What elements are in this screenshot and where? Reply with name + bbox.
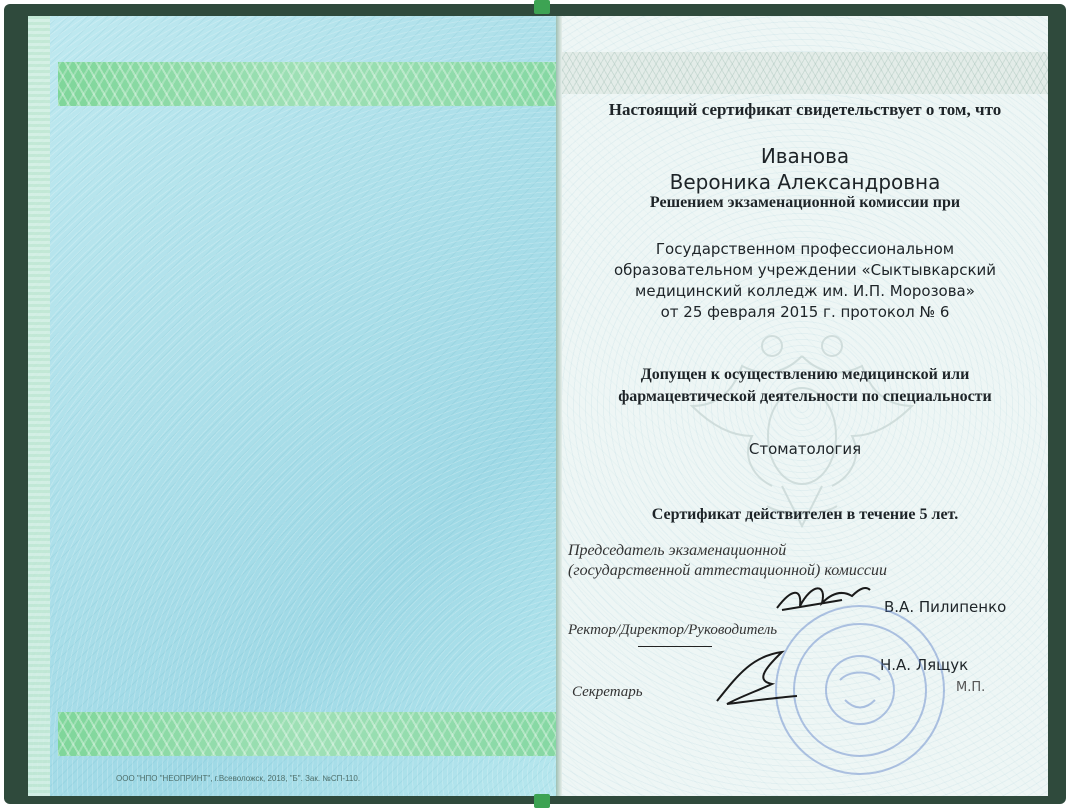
holder-name-patronymic: Вероника Александровна (669, 170, 941, 194)
left-page-edge-pattern (28, 16, 50, 796)
bookmark-ribbon-bottom (534, 794, 550, 808)
holder-surname: Иванова (760, 144, 850, 168)
validity-statement: Сертификат действителен в течение 5 лет. (651, 506, 959, 523)
printer-imprint: ООО "НПО "НЕОПРИНТ", г.Всеволожск, 2018, "Б". Зак. №СП-110. (116, 774, 361, 783)
bookmark-ribbon-top (534, 0, 550, 14)
secretary-name: Н.А. Лящук (880, 656, 969, 674)
secretary-label: Секретарь (572, 684, 643, 700)
protocol-line: от 25 февраля 2015 г. протокол № 6 (660, 303, 950, 321)
secretary-signature (712, 646, 802, 708)
admission-line-1: Допущен к осуществлению медицинской или (640, 366, 970, 383)
chairman-signature (772, 578, 872, 618)
chairman-label-line-1: Председатель экзаменационной (568, 542, 787, 559)
institution-line-1: Государственном профессиональном (655, 240, 955, 258)
chairman-label-line-2: (государственной аттестационной) комиссии (568, 562, 888, 579)
director-label: Ректор/Директор/Руководитель (568, 622, 778, 638)
certificate-intro: Настоящий сертификат свидетельствует о том, что (608, 100, 1002, 119)
institution-line-2: образовательном учреждении «Сыктывкарский (613, 261, 997, 279)
decision-line: Решением экзаменационной комиссии при (649, 194, 961, 211)
chairman-name: В.А. Пилипенко (884, 598, 1007, 616)
specialty: Стоматология (748, 440, 862, 458)
seal-place-label: М.П. (956, 680, 986, 695)
left-top-ornament-band (58, 62, 556, 106)
admission-line-2: фармацевтической деятельности по специальности (618, 388, 992, 405)
left-page (28, 16, 556, 796)
institution-line-3: медицинский колледж им. И.П. Морозова» (635, 282, 975, 300)
director-signature-line (638, 646, 712, 647)
right-top-ornament-band (562, 52, 1048, 94)
left-bottom-ornament-band (58, 712, 556, 756)
